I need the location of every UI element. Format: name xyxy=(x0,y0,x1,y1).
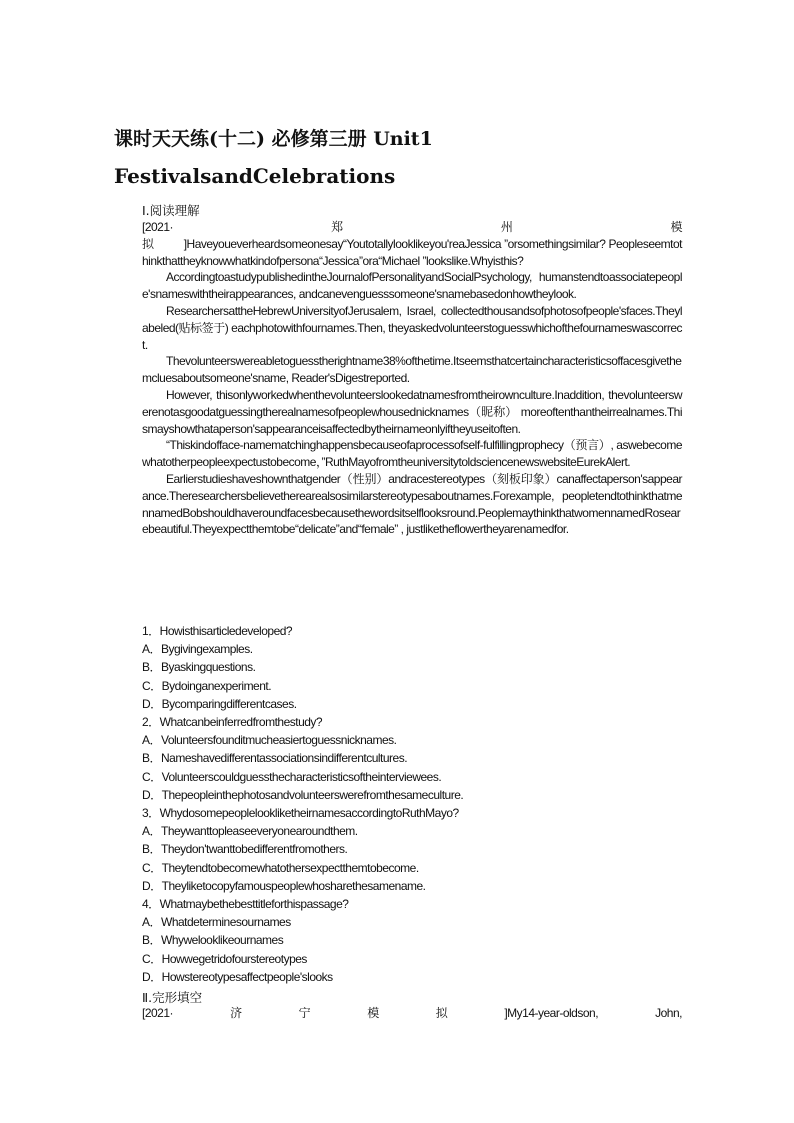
source-char: 宁 xyxy=(298,1006,311,1020)
paragraph-5: However, thisonlyworkedwhenthevolunteerslookedatnamesfromtheirownculture.Inaddition, thevolunteerswerenotasgoodatguessingtherealnamesofpeoplewhousednicknames（昵称） moreoftenthantheirrealnames.Thismayshowthataperson'sappearanceisaffectedbytheirnameonlyiftheyuseitoften. xyxy=(142,387,682,436)
source-char: 郑 xyxy=(331,220,343,234)
question-1 xyxy=(142,622,682,713)
answer-option: B．Whywelooklikeournames xyxy=(142,933,284,948)
question-list xyxy=(142,622,682,986)
question-stem: 4．Whatmaybethebesttitleforthispassage? xyxy=(142,897,349,912)
page-title: 课时天天练(十二) 必修第三册 Unit1 xyxy=(114,128,433,150)
answer-option: B．Byaskingquestions. xyxy=(142,660,256,675)
answer-option: A．Bygivingexamples. xyxy=(142,642,253,657)
cloze-text: ]My14-year-oldson, xyxy=(504,1006,599,1020)
source-line xyxy=(142,1005,682,1022)
answer-option: C．Theytendtobecomewhatothersexpectthemtobecome. xyxy=(142,860,419,875)
source-prefix: [2021· xyxy=(142,220,174,234)
paragraph-3: ResearchersattheHebrewUniversityofJerusalem, Israel, collectedthousandsofphotosofpeople'sfaces.Theylabeled(贴标签于) eachphotowithfournames.Then, theyaskedvolunteerstoguesswhichofthefournameswascorrect. xyxy=(142,303,682,352)
answer-option: B．Nameshavedifferentassociationsindifferentcultures. xyxy=(142,751,408,766)
section-heading-reading: Ⅰ.阅读理解 xyxy=(142,203,200,218)
source-char: 州 xyxy=(500,220,513,234)
paragraph-2: AccordingtoastudypublishedintheJournalofPersonalityandSocialPsychology, humanstendtoassociatepeople'snameswiththeirappearances, andcanevenguesssomeone'snamebasedonhowtheylook. xyxy=(142,270,682,302)
reading-passage xyxy=(142,219,682,538)
answer-option: B．Theydon'twanttobedifferentfromothers. xyxy=(142,842,348,857)
answer-option: A．Volunteersfounditmucheasiertoguessnicknames. xyxy=(142,733,397,748)
paragraph-4: Thevolunteerswereabletoguesstherightname38%ofthetime.Itseemsthatcertaincharacteristicsoffacesgivethemcluesaboutsomeone'sname, Reader'sDigestreported. xyxy=(142,354,682,386)
question-2 xyxy=(142,713,682,804)
paragraph-1-text: ]Haveyoueverheardsomeonesay“Youtotallylooklikeyou'reaJessica ”orsomethingsimilar? Peopleseemtothinkthattheyknowwhatkindofpersona“Jessica”ora“Michael ”lookslike.Whyisthis? xyxy=(142,236,682,268)
source-char: 拟 xyxy=(142,236,154,251)
source-char: 拟 xyxy=(435,1006,448,1020)
cloze-text: John, xyxy=(655,1006,682,1020)
question-4 xyxy=(142,895,682,986)
answer-option: D．Thepeopleinthephotosandvolunteerswerefromthesameculture. xyxy=(142,787,464,802)
answer-option: D．Howstereotypesaffectpeople'slooks xyxy=(142,969,333,984)
answer-option: D．Theyliketocopyfamouspeoplewhosharethesamename. xyxy=(142,878,426,893)
answer-option: C．Volunteerscouldguessthecharacteristicsoftheinterviewees. xyxy=(142,769,442,784)
paragraph-7: Earlierstudieshaveshownthatgender（性别）andracestereotypes（刻板印象）canaffectaperson'sappearance.Theresearchersbelievetherearealsosimilarstereotypesaboutnames.Forexample, peopletendtothinkthatmennamedBobshouldhaveroundfacesbecausethewordsitselflooksround.PeoplemaythinkthatwomennamedRosearebeautiful.Theyexpectthemtobe“delicate”and“female” , justliketheflowertheyarenamedfor. xyxy=(142,471,682,537)
page-subtitle: FestivalsandCelebrations xyxy=(114,164,396,188)
source-char: 模 xyxy=(670,220,682,234)
answer-option: D．Bycomparingdifferentcases. xyxy=(142,696,297,711)
source-line xyxy=(142,219,682,236)
question-stem: 3．WhydosomepeoplelookliketheirnamesaccordingtoRuthMayo? xyxy=(142,806,459,821)
paragraph-1 xyxy=(142,236,682,270)
answer-option: A．Theywanttopleaseeveryonearoundthem. xyxy=(142,824,358,839)
cloze-source-line xyxy=(142,1005,682,1022)
source-char: 济 xyxy=(230,1006,242,1020)
section-heading-cloze: Ⅱ.完形填空 xyxy=(142,990,203,1005)
question-3 xyxy=(142,804,682,895)
answer-option: C．Howwegetridofourstereotypes xyxy=(142,951,307,966)
question-stem: 1．Howisthisarticledeveloped? xyxy=(142,624,293,638)
paragraph-6: “Thiskindofface-namematchinghappensbecauseofaprocessofself-fulfillingprophecy（预言）, aswebecomewhatotherpeopleexpectustobecome，”RuthMayofromtheuniversitytoldsciencenewswebsiteEurekAlert. xyxy=(142,438,682,470)
source-char: 模 xyxy=(367,1006,379,1020)
answer-option: C．Bydoinganexperiment. xyxy=(142,678,272,693)
source-prefix: [2021· xyxy=(142,1006,174,1020)
question-stem: 2．Whatcanbeinferredfromthestudy? xyxy=(142,715,323,730)
answer-option: A．Whatdeterminesournames xyxy=(142,915,291,930)
